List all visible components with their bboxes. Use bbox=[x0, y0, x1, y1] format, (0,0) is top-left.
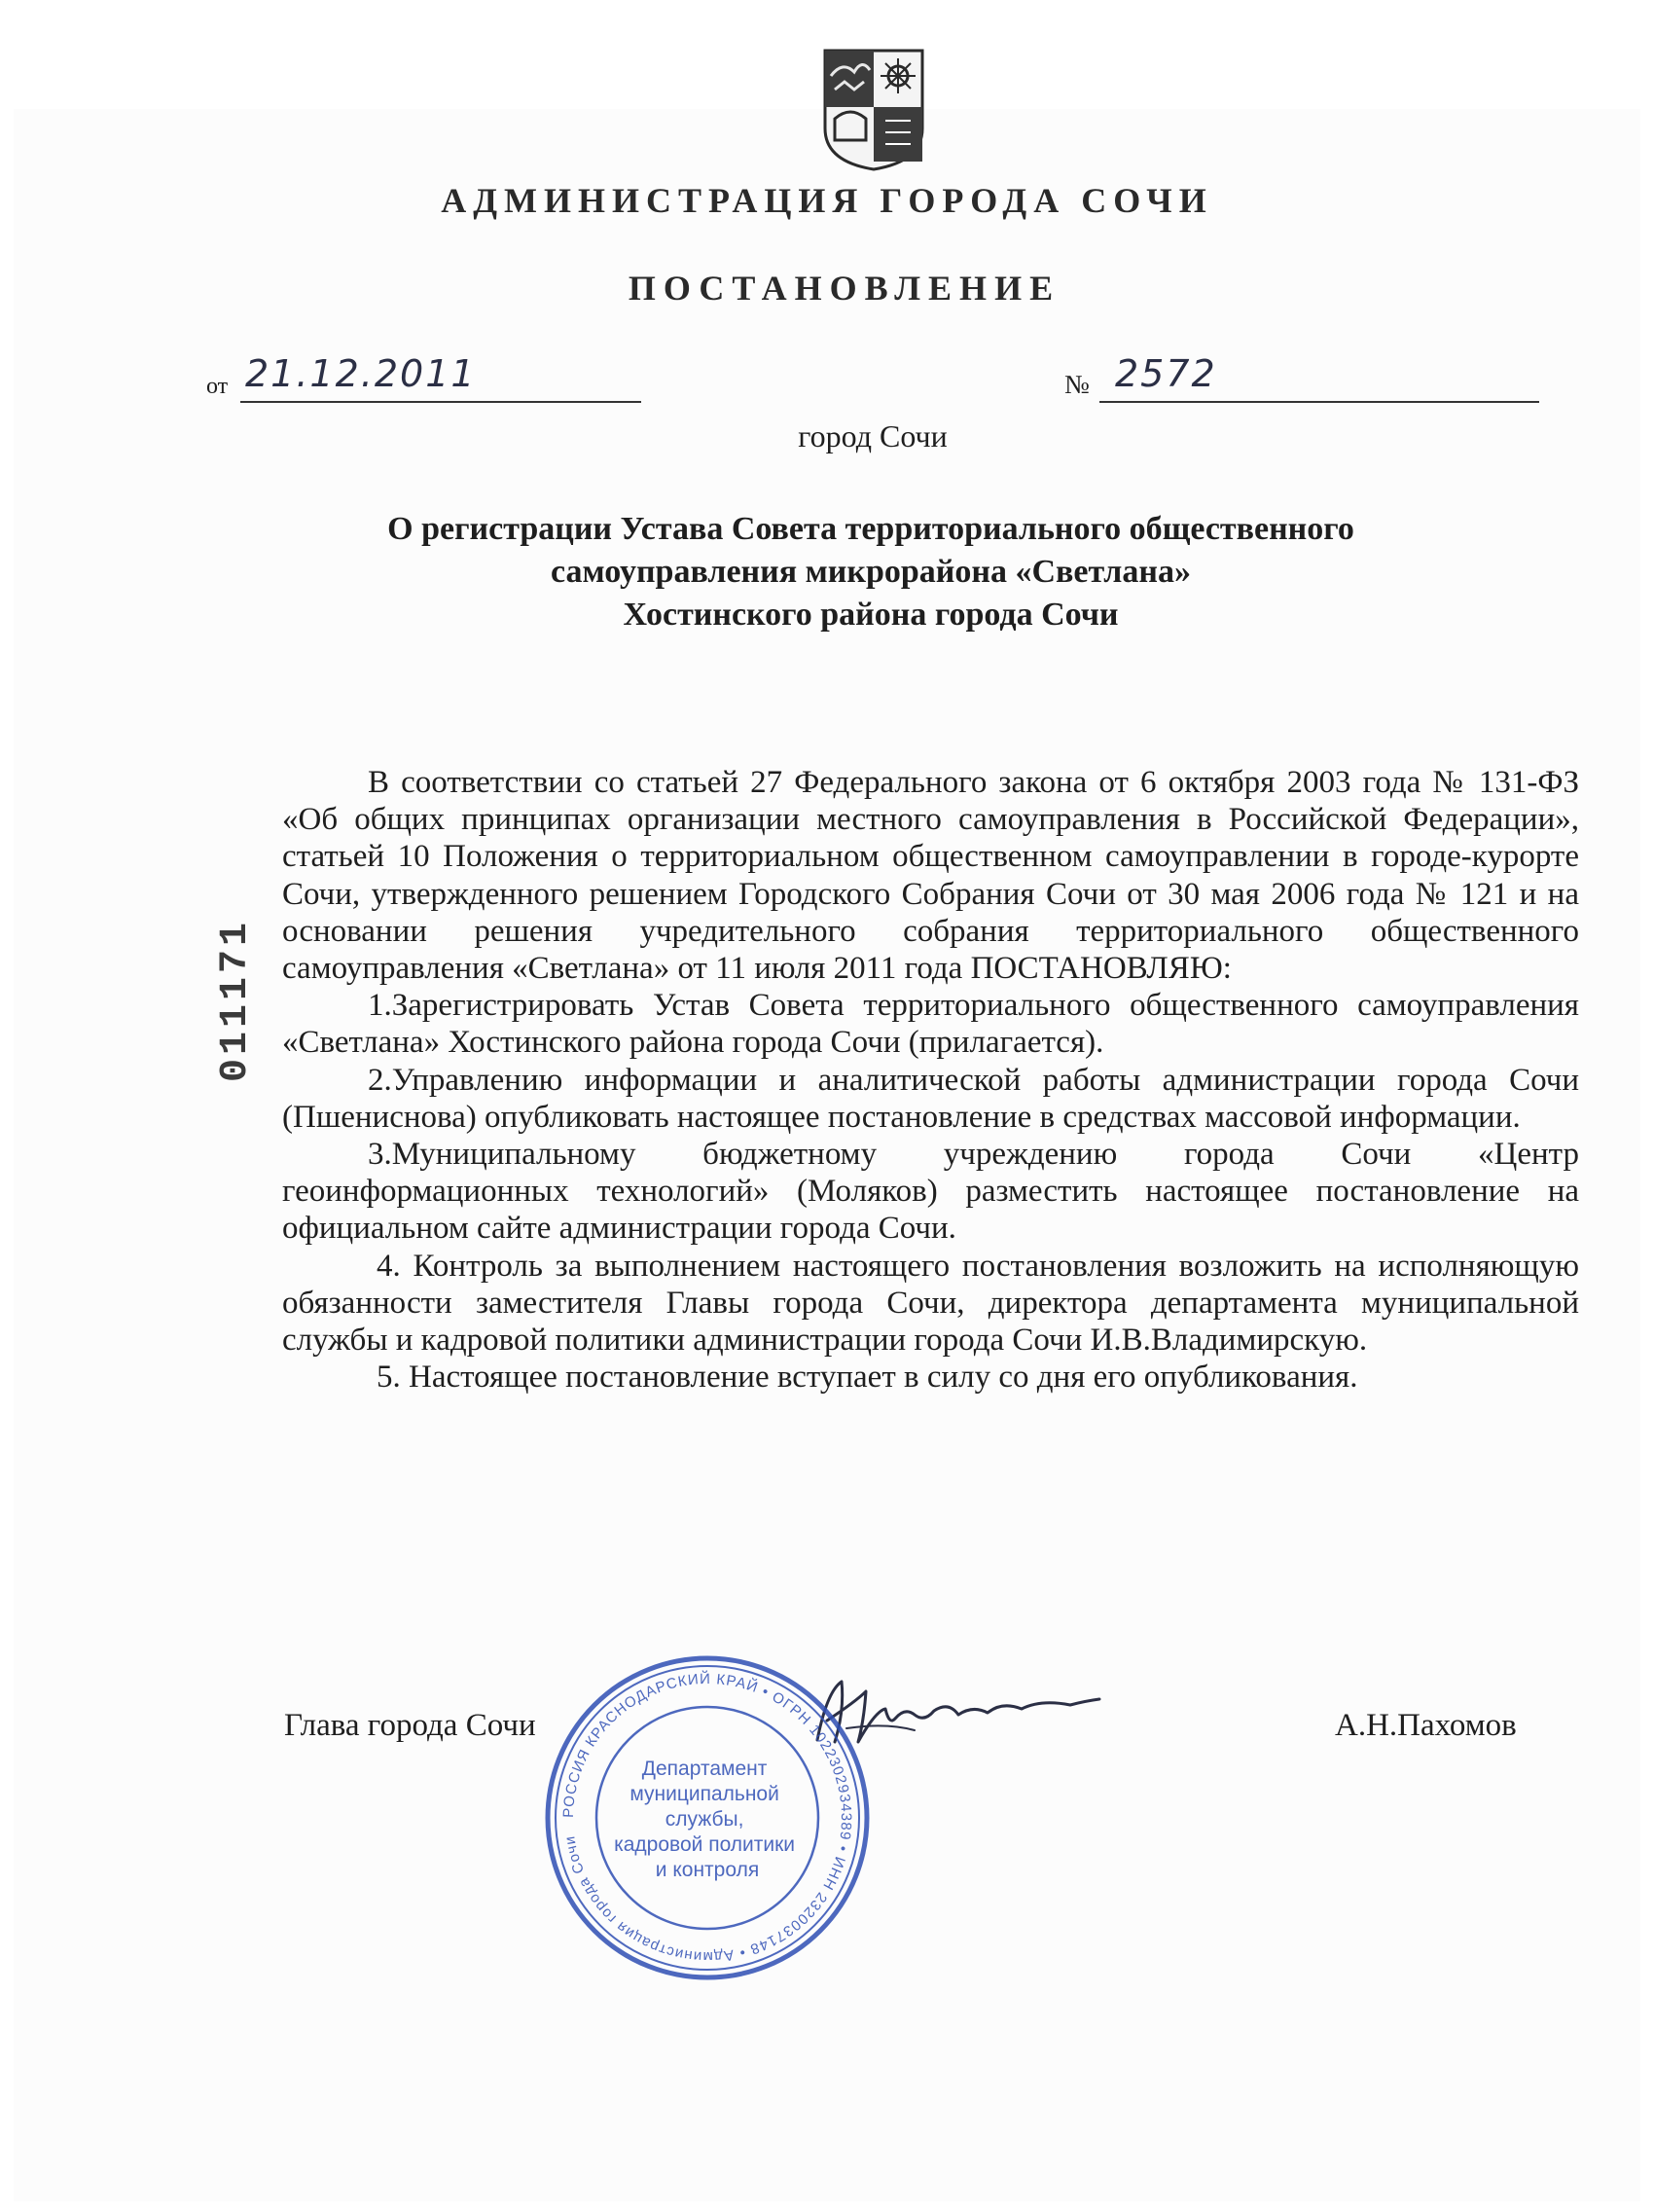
stamp-line: Департамент bbox=[641, 1758, 768, 1780]
signatory-name: А.Н.Пахомов bbox=[1335, 1708, 1517, 1743]
signatory-position: Глава города Сочи bbox=[284, 1708, 536, 1743]
serial-number: 011171 bbox=[214, 918, 258, 1082]
title-line: Хостинского района города Сочи bbox=[623, 597, 1119, 633]
paragraph-item-5: 5. Настоящее постановление вступает в силу со дня его опубликования. bbox=[377, 1360, 1358, 1396]
paragraph-preamble: В соответствии со статьей 27 Федерального закона от 6 октября 2003 года № 131-ФЗ «Об общих принципах организации местного самоуправления в Российской Федерации», статьей 10 Положения о территориальном общественном самоуправлении в городе-курорте Сочи, утвержденного решением Городского Собрания Сочи от 30 мая 2006 года № 121 и на основании решения учредительного собрания территориального общественного самоуправления «Светлана» от 11 июля 2011 года ПОСТАНОВЛЯЮ: bbox=[282, 765, 1579, 987]
stamp-line: службы, bbox=[665, 1808, 744, 1831]
document-type: ПОСТАНОВЛЕНИЕ bbox=[628, 269, 1061, 308]
number-prefix: № bbox=[1064, 370, 1090, 399]
stamp-line: и контроля bbox=[655, 1859, 760, 1881]
date-prefix: от bbox=[206, 374, 229, 399]
document-title bbox=[0, 508, 1654, 636]
city-name: город Сочи bbox=[798, 418, 948, 453]
stamp-ring-text: РОССИЯ КРАСНОДАРСКИЙ КРАЙ • ОГРН 1022302934389 • ИНН 2320037148 • Администрация города Сочи bbox=[559, 1670, 855, 1966]
stamp-line: кадровой политики bbox=[614, 1833, 796, 1856]
stamp-line: муниципальной bbox=[629, 1783, 779, 1805]
document-date: 21.12.2011 bbox=[245, 352, 477, 395]
paragraph-item-3: 3.Муниципальному бюджетному учреждению города Сочи «Центр геоинформационных технологий» (Моляков) разместить настоящее постановление на официальном сайте администрации города Сочи. bbox=[282, 1137, 1579, 1247]
official-stamp bbox=[541, 1651, 874, 1984]
document-body bbox=[282, 764, 1579, 1396]
paragraph-item-2: 2.Управлению информации и аналитической работы администрации города Сочи (Пшениснова) опубликовать настоящее постановление в средствах массовой информации. bbox=[282, 1062, 1579, 1135]
paragraph-item-1: 1.Зарегистрировать Устав Совета территориального общественного самоуправления «Светлана» Хостинского района города Сочи (прилагается). bbox=[282, 988, 1579, 1061]
sochi-coat-of-arms-emblem bbox=[821, 47, 926, 171]
paragraph-item-4: 4. Контроль за выполнением настоящего постановления возложить на исполняющую обязанности заместителя Главы города Сочи, директора департамента муниципальной службы и кадровой политики администрации города Сочи И.В.Владимирскую. bbox=[282, 1248, 1579, 1359]
title-line: О регистрации Устава Совета территориального общественного bbox=[387, 511, 1354, 547]
organization-name: АДМИНИСТРАЦИЯ ГОРОДА СОЧИ bbox=[441, 181, 1213, 220]
document-number: 2572 bbox=[1115, 352, 1217, 395]
date-underline bbox=[240, 401, 641, 403]
number-underline bbox=[1099, 401, 1539, 403]
title-line: самоуправления микрорайона «Светлана» bbox=[551, 554, 1191, 590]
svg-text:Департамент муниципально bbox=[614, 1758, 801, 1881]
